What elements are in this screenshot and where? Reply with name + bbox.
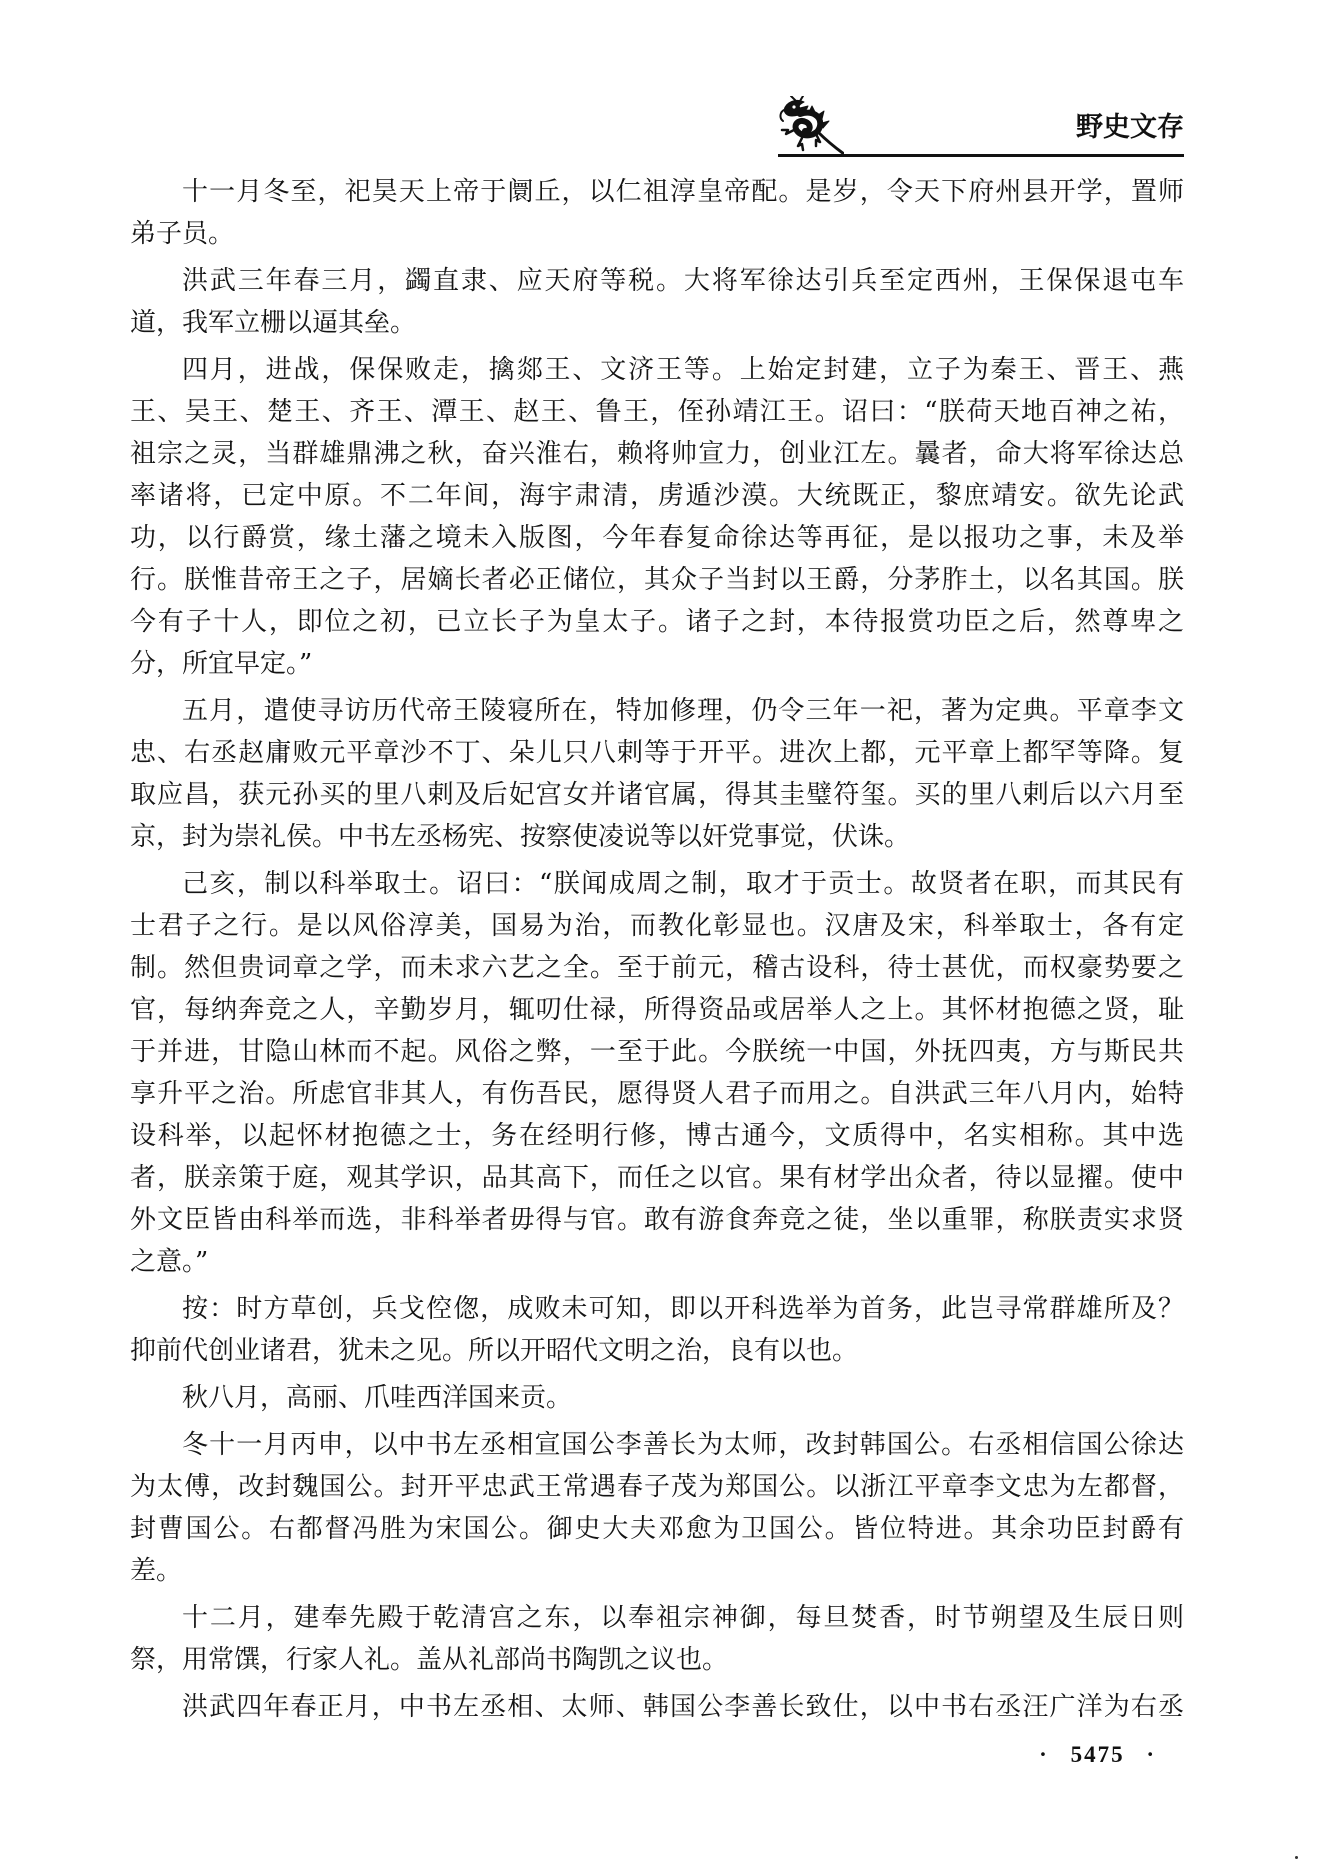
page-number: · 5475 · xyxy=(1039,1742,1156,1767)
text-line: 祖宗之灵，当群雄鼎沸之秋，奋兴淮右，赖将帅宣力，创业江左。曩者，命大将军徐达总 xyxy=(130,439,1184,469)
text-line: 五月，遣使寻访历代帝王陵寝所在，特加修理，仍令三年一祀，著为定典。平章李文 xyxy=(182,696,1184,726)
text-line: 忠、右丞赵庸败元平章沙不丁、朵儿只八剌等于开平。进次上都，元平章上都罕等降。复 xyxy=(130,738,1184,768)
paragraph-twelfth-month-fengxian-hall xyxy=(130,1597,1184,1681)
text-line: 道，我军立栅以逼其垒。 xyxy=(130,308,417,338)
text-line: 十一月冬至，祀昊天上帝于阛丘，以仁祖淳皇帝配。是岁，令天下府州县开学，置师 xyxy=(182,177,1184,207)
paragraph-hongwu-4-first-month xyxy=(130,1686,1184,1728)
text-line: 于并进，甘隐山林而不起。风俗之弊，一至于此。今朕统一中国，外抚四夷，方与斯民共 xyxy=(130,1037,1184,1067)
text-line: 者，朕亲策于庭，观其学识，品其高下，而任之以官。果有材学出众者，待以显擢。使中 xyxy=(130,1163,1184,1193)
text-line: 洪武四年春正月，中书左丞相、太师、韩国公李善长致仕，以中书右丞汪广洋为右丞 xyxy=(182,1692,1184,1722)
text-line: 差。 xyxy=(130,1556,183,1586)
paragraph-hongwu-3-third-month xyxy=(130,260,1184,344)
text-line: 士君子之行。是以风俗淳美，国易为治，而教化彰显也。汉唐及宋，科举取士，各有定 xyxy=(130,911,1184,941)
series-title: 野史文存 xyxy=(1076,112,1184,143)
text-line: 取应昌，获元孙买的里八剌及后妃宫女并诸官属，得其圭璧符玺。买的里八剌后以六月至 xyxy=(130,780,1184,810)
scan-speck xyxy=(1295,1856,1298,1859)
text-line: 十二月，建奉先殿于乾清宫之东，以奉祖宗神御，每旦焚香，时节朔望及生辰日则 xyxy=(182,1603,1184,1633)
text-line: 冬十一月丙申，以中书左丞相宣国公李善长为太师，改封韩国公。右丞相信国公徐达 xyxy=(182,1430,1184,1460)
paragraph-eleventh-month-titles xyxy=(130,1424,1184,1592)
text-line: 秋八月，高丽、爪哇西洋国来贡。 xyxy=(182,1383,573,1413)
paragraph-editor-commentary xyxy=(130,1288,1184,1372)
text-line: 享升平之治。所虑官非其人，有伤吾民，愿得贤人君子而用之。自洪武三年八月内，始特 xyxy=(130,1079,1184,1109)
text-line: 为太傅，改封魏国公。封开平忠武王常遇春子茂为郑国公。以浙江平章李文忠为左都督， xyxy=(130,1472,1184,1502)
paragraph-winter-solstice-sacrifice xyxy=(130,171,1184,255)
paragraph-imperial-examination-edict xyxy=(130,863,1184,1283)
paragraph-fourth-month-enfeoffment xyxy=(130,349,1184,685)
text-line: 己亥，制以科举取士。诏曰：“朕闻成周之制，取才于贡士。故贤者在职，而其民有 xyxy=(182,869,1184,899)
text-line: 抑前代创业诸君，犹未之见。所以开昭代文明之治，良有以也。 xyxy=(130,1336,859,1366)
text-line: 行。朕惟昔帝王之子，居嫡长者必正储位，其众子当封以王爵，分茅胙土，以名其国。朕 xyxy=(130,565,1184,595)
text-line: 京，封为崇礼侯。中书左丞杨宪、按察使凌说等以奸党事觉，伏诛。 xyxy=(130,822,911,852)
dragon-logo-icon xyxy=(778,96,844,156)
text-line: 祭，用常馔，行家人礼。盖从礼部尚书陶凯之议也。 xyxy=(130,1645,729,1675)
text-line: 按：时方草创，兵戈倥偬，成败未可知，即以开科选举为首务，此岂寻常群雄所及？ xyxy=(182,1294,1184,1324)
text-line: 封曹国公。右都督冯胜为宋国公。御史大夫邓愈为卫国公。皆位特进。其余功臣封爵有 xyxy=(130,1514,1184,1544)
text-line: 之意。” xyxy=(130,1247,209,1277)
text-line: 王、吴王、楚王、齐王、潭王、赵王、鲁王，侄孙靖江王。诏曰：“朕荷天地百神之祐， xyxy=(130,397,1184,427)
paragraph-fifth-month-tombs xyxy=(130,690,1184,858)
paragraph-eighth-month-tribute xyxy=(130,1377,1184,1419)
text-line: 弟子员。 xyxy=(130,219,235,249)
text-line: 率诸将，已定中原。不二年间，海宇肃清，虏遁沙漠。大统既正，黎庶靖安。欲先论武 xyxy=(130,481,1184,511)
text-line: 制。然但贵词章之学，而未求六艺之全。至于前元，稽古设科，待士甚优，而权豪势要之 xyxy=(130,953,1184,983)
header-rule xyxy=(778,154,1184,157)
text-line: 分，所宜早定。” xyxy=(130,649,313,679)
page-body xyxy=(130,171,1184,1728)
text-line: 外文臣皆由科举而选，非科举者毋得与官。敢有游食奔竞之徒，坐以重罪，称朕责实求贤 xyxy=(130,1205,1184,1235)
text-line: 官，每纳奔竞之人，辛勤岁月，辄叨仕禄，所得资品或居举人之上。其怀材抱德之贤，耻 xyxy=(130,995,1184,1025)
text-line: 洪武三年春三月，蠲直隶、应天府等税。大将军徐达引兵至定西州，王保保退屯车 xyxy=(182,266,1184,296)
text-line: 设科举，以起怀材抱德之士，务在经明行修，博古通今，文质得中，名实相称。其中选 xyxy=(130,1121,1184,1151)
text-line: 四月，进战，保保败走，擒郯王、文济王等。上始定封建，立子为秦王、晋王、燕 xyxy=(182,355,1184,385)
text-line: 今有子十人，即位之初，已立长子为皇太子。诸子之封，本待报赏功臣之后，然尊卑之 xyxy=(130,607,1184,637)
text-line: 功，以行爵赏，缘土藩之境未入版图，今年春复命徐达等再征，是以报功之事，未及举 xyxy=(130,523,1184,553)
